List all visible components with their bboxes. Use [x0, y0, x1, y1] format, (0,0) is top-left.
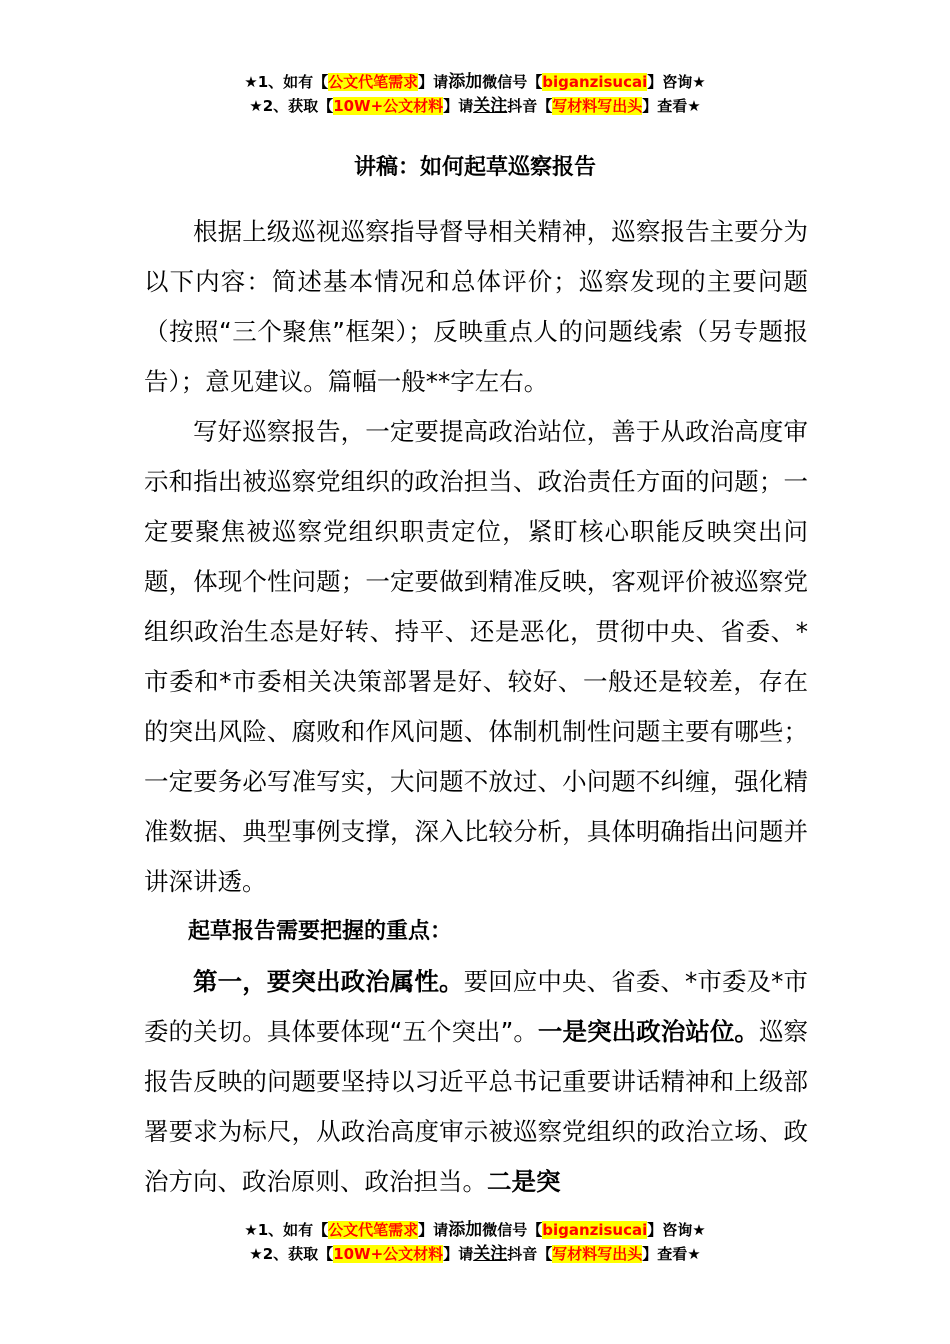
- promo-text: 】请: [443, 97, 474, 115]
- document-body: [144, 207, 808, 1207]
- point-heading: 第一，要突出政治属性。: [193, 967, 464, 996]
- promo-text: ★1、如有【: [244, 1221, 329, 1239]
- paragraph-1: 根据上级巡视巡察指导督导相关精神，巡察报告主要分为以下内容：简述基本情况和总体评价；巡察发现的主要问题（按照“三个聚焦”框架）；反映重点人的问题线索（另专题报告）；意见建议。篇幅一般**字左右。: [144, 217, 808, 396]
- promo-text: 抖音【: [507, 1245, 553, 1263]
- promo-douyin-id: 写材料写出头: [552, 1245, 643, 1263]
- promo-highlight: 10W+公文材料: [333, 97, 444, 115]
- promo-text: 】请: [418, 73, 449, 91]
- paragraph-4: [144, 957, 808, 1207]
- promo-emphasis: 关注: [473, 1244, 508, 1264]
- promo-line-1: [0, 70, 950, 94]
- point-subheading: 二是突: [487, 1167, 561, 1196]
- promo-text: 】咨询★: [647, 1221, 706, 1239]
- promo-emphasis: 关注: [473, 96, 508, 116]
- promo-text: ★2、获取【: [249, 97, 334, 115]
- promo-text: ★1、如有【: [244, 73, 329, 91]
- promo-text: ★2、获取【: [249, 1245, 334, 1263]
- promo-wechat-id: biganzisucai: [542, 73, 648, 91]
- promo-text: 微信号【: [482, 73, 543, 91]
- paragraph-text: 巡察报告反映的问题要坚持以习近平总书记重要讲话精神和上级部署要求为标尺，从政治高度审示被巡察党组织的政治立场、政治方向、政治原则、政治担当。: [144, 1017, 809, 1196]
- promo-highlight: 公文代笔需求: [328, 73, 419, 91]
- promo-line-2: [0, 94, 950, 118]
- paragraph-text: 要回应中央、省委、*市委及*市委的关切。具体要体现“五个突出”。: [144, 967, 809, 1046]
- point-subheading: 一是突出政治站位。: [537, 1017, 759, 1046]
- header-promo-banner: [0, 70, 950, 118]
- document-title: 讲稿：如何起草巡察报告: [353, 155, 596, 180]
- footer-promo-banner: [0, 1218, 950, 1266]
- promo-text: 】请: [443, 1245, 474, 1263]
- paragraph-2: 写好巡察报告，一定要提高政治站位，善于从政治高度审示和指出被巡察党组织的政治担当、政治责任方面的问题；一定要聚焦被巡察党组织职责定位，紧盯核心职能反映突出问题，体现个性问题；一定要做到精准反映，客观评价被巡察党组织政治生态是好转、持平、还是恶化，贯彻中央、省委、*市委和*市委相关决策部署是好、较好、一般还是较差，存在的突出风险、腐败和作风问题、体制机制性问题主要有哪些；一定要务必写准写实，大问题不放过、小问题不纠缠，强化精准数据、典型事例支撑，深入比较分析，具体明确指出问题并讲深讲透。: [144, 417, 808, 896]
- promo-text: 】请: [418, 1221, 449, 1239]
- promo-text: 】查看★: [642, 1245, 701, 1263]
- promo-text: 微信号【: [482, 1221, 543, 1239]
- promo-douyin-id: 写材料写出头: [552, 97, 643, 115]
- promo-line-2: [0, 1242, 950, 1266]
- promo-text: 】咨询★: [647, 73, 706, 91]
- promo-highlight: 公文代笔需求: [328, 1221, 419, 1239]
- promo-emphasis: 添加: [448, 72, 483, 92]
- subheading: 起草报告需要把握的重点：: [188, 919, 453, 944]
- promo-text: 】查看★: [642, 97, 701, 115]
- promo-highlight: 10W+公文材料: [333, 1245, 444, 1263]
- promo-emphasis: 添加: [448, 1220, 483, 1240]
- promo-wechat-id: biganzisucai: [542, 1221, 648, 1239]
- promo-line-1: [0, 1218, 950, 1242]
- promo-text: 抖音【: [507, 97, 553, 115]
